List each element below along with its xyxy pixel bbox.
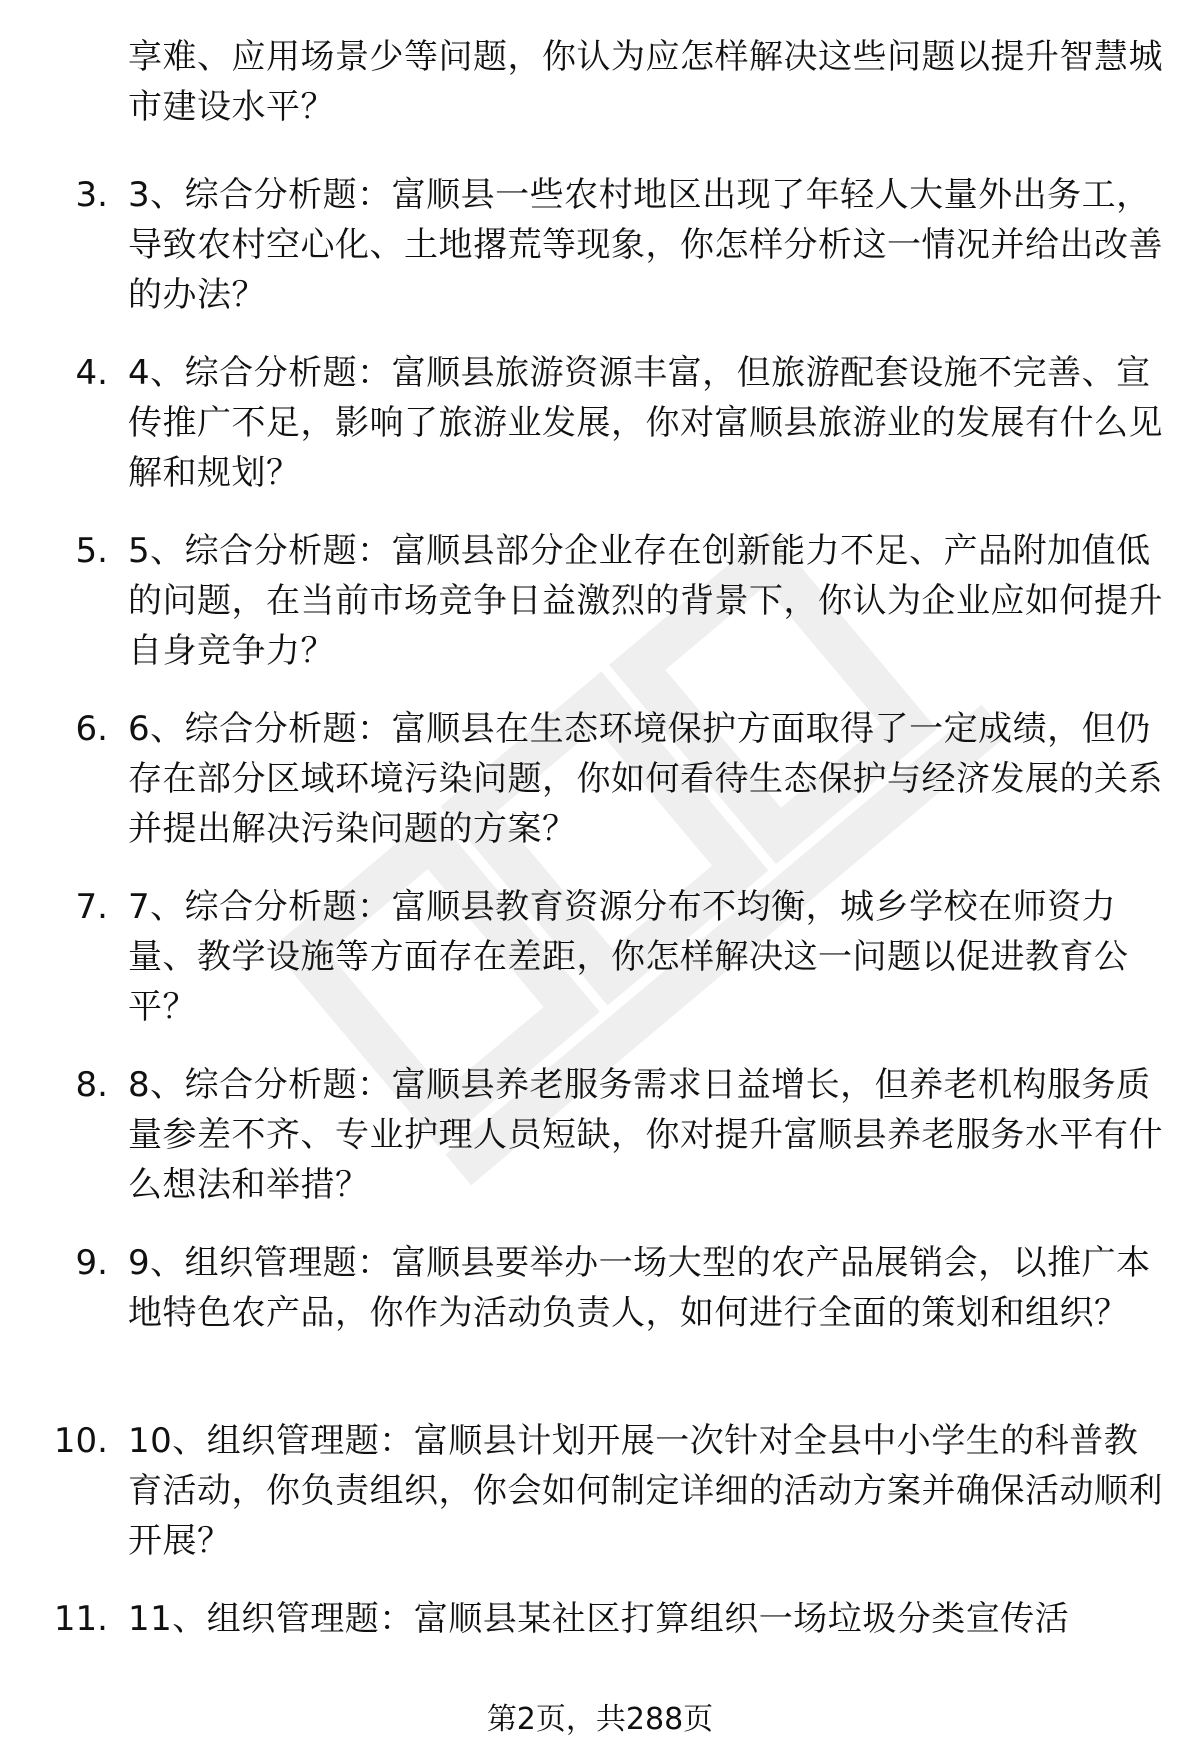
list-item-number: 8. bbox=[75, 1065, 108, 1105]
list-item-text: 3、综合分析题：富顺县一些农村地区出现了年轻人大量外出务工，导致农村空心化、土地撂荒等现象，你怎样分析这一情况并给出改善的办法？ bbox=[128, 175, 1163, 315]
list-item-number: 4. bbox=[75, 353, 108, 393]
list-item-text: 享难、应用场景少等问题，你认为应怎样解决这些问题以提升智慧城市建设水平？ bbox=[128, 37, 1163, 127]
list-item-number: 10. bbox=[53, 1421, 108, 1461]
list-item-number: 5. bbox=[75, 531, 108, 571]
list-item-text: 5、综合分析题：富顺县部分企业存在创新能力不足、产品附加值低的问题，在当前市场竞争日益激烈的背景下，你认为企业应如何提升自身竞争力？ bbox=[128, 531, 1163, 671]
list-item-number: 7. bbox=[75, 887, 108, 927]
list-item-text: 11、组织管理题：富顺县某社区打算组织一场垃圾分类宣传活 bbox=[128, 1599, 1070, 1639]
list-item-number: 6. bbox=[75, 709, 108, 749]
list-item-number: 3. bbox=[75, 175, 108, 215]
list-item-number: 11. bbox=[53, 1599, 108, 1639]
list-item-text: 7、综合分析题：富顺县教育资源分布不均衡，城乡学校在师资力量、教学设施等方面存在差距，你怎样解决这一问题以促进教育公平？ bbox=[128, 887, 1129, 1027]
list-item-text: 8、综合分析题：富顺县养老服务需求日益增长，但养老机构服务质量参差不齐、专业护理人员短缺，你对提升富顺县养老服务水平有什么想法和举措？ bbox=[128, 1065, 1163, 1205]
page-footer: 第2页，共288页 bbox=[486, 1702, 714, 1737]
list-item-text: 10、组织管理题：富顺县计划开展一次针对全县中小学生的科普教育活动，你负责组织，你会如何制定详细的活动方案并确保活动顺利开展？ bbox=[128, 1421, 1163, 1561]
list-item-text: 9、组织管理题：富顺县要举办一场大型的农产品展销会，以推广本地特色农产品，你作为活动负责人，如何进行全面的策划和组织？ bbox=[128, 1243, 1151, 1333]
list-item-number: 9. bbox=[75, 1243, 108, 1283]
list-item-text: 4、综合分析题：富顺县旅游资源丰富，但旅游配套设施不完善、宣传推广不足，影响了旅游业发展，你对富顺县旅游业的发展有什么见解和规划？ bbox=[128, 353, 1163, 493]
list-item-text: 6、综合分析题：富顺县在生态环境保护方面取得了一定成绩，但仍存在部分区域环境污染问题，你如何看待生态保护与经济发展的关系并提出解决污染问题的方案？ bbox=[128, 709, 1163, 849]
